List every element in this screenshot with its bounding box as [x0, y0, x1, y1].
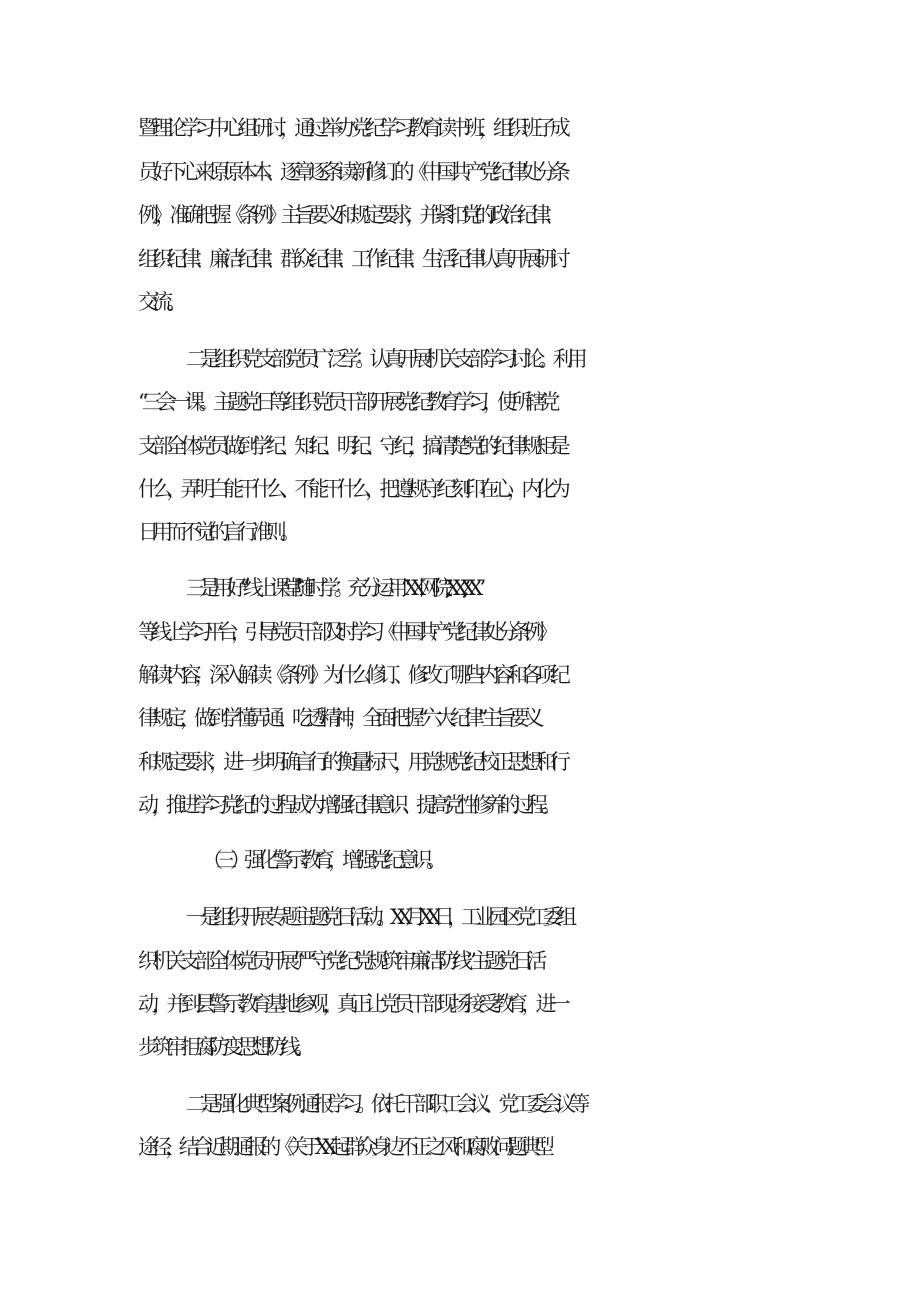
paragraph-start: 二是强化典型案例通报学习。依托干部职工会议、党工委会议等: [186, 1092, 584, 1116]
paragraph-start: 一是组织开展专题主题党日活动。XX月XX日，工业园区党工委组: [186, 905, 570, 929]
text-line: 律规定，做到学懂弄通、吃透精神，全面把握“六大纪律”主旨要义: [138, 706, 538, 730]
text-line: 日用而不觉的言行准则。: [138, 520, 295, 544]
text-line: 动，并到县警示教育基地参观，真正让党员干部现场接受教育，进一: [138, 992, 564, 1016]
text-line: 交流。: [138, 290, 181, 314]
text-line: 织机关支部全体党员开展“严守党纪党规筑牢廉洁防线”主题党日活: [138, 949, 541, 973]
text-line: “三会一课。主题党日等组织党员干部开展党纪教育学习，使所辖党: [138, 390, 554, 414]
text-line: 解读内容，深入解读《条例》为什么修订、修改了哪些内容和各项纪: [138, 663, 564, 687]
text-line: 动，推进学习党纪的过程成为增强纪律意识、提高党性修养的过程。: [138, 793, 555, 817]
text-line: 步筑牢拒腐防变思想防线。: [138, 1035, 309, 1059]
text-line: 组织纪律、廉洁纪律、群众纪律、工作纪律、生活纪律认真开展研讨: [138, 247, 564, 271]
text-line: 支部全体党员做到学纪、知纪、明纪、守纪，搞清楚党的纪律规矩是: [138, 434, 564, 458]
paragraph-start: 三是用好“线上课堂’'随时学。充分运用“XX网院,, “XX” ,,XX”: [186, 576, 479, 600]
text-line: 什么，弄明白能干什么、不能干什么，把遵规守纪刻印在心，内化为: [138, 477, 564, 501]
text-line: 途径，结合近期通报的《关于XX起群众身边不正之风和腐败问题典型: [138, 1135, 548, 1159]
text-line: 和规定要求，进一步明确言行的衡量标尺，用党规党纪校正思想和行: [138, 750, 564, 774]
section-heading: （三）强化警示教育，增强党纪意识。: [202, 848, 440, 872]
text-line: 员好下心来原原本本、逐章逐条读新修订的《中国共产党纪律处分条: [138, 160, 564, 184]
paragraph-start: 二是组织党支部党员广泛学。认真开展机关支部学习讨论。利用: [186, 347, 581, 371]
text-line: 等线上学习平台，引导党员干部及时学习《中国共产党纪律处分条例》: [138, 620, 551, 644]
text-line: 例》，准确把握《条例》主旨要义和规定要求，并紧扣党的政治纪律、: [138, 203, 559, 227]
text-line: 暨理论学习中心组研讨，通过举办党纪学习教育读书班，组织班子成: [138, 116, 564, 140]
